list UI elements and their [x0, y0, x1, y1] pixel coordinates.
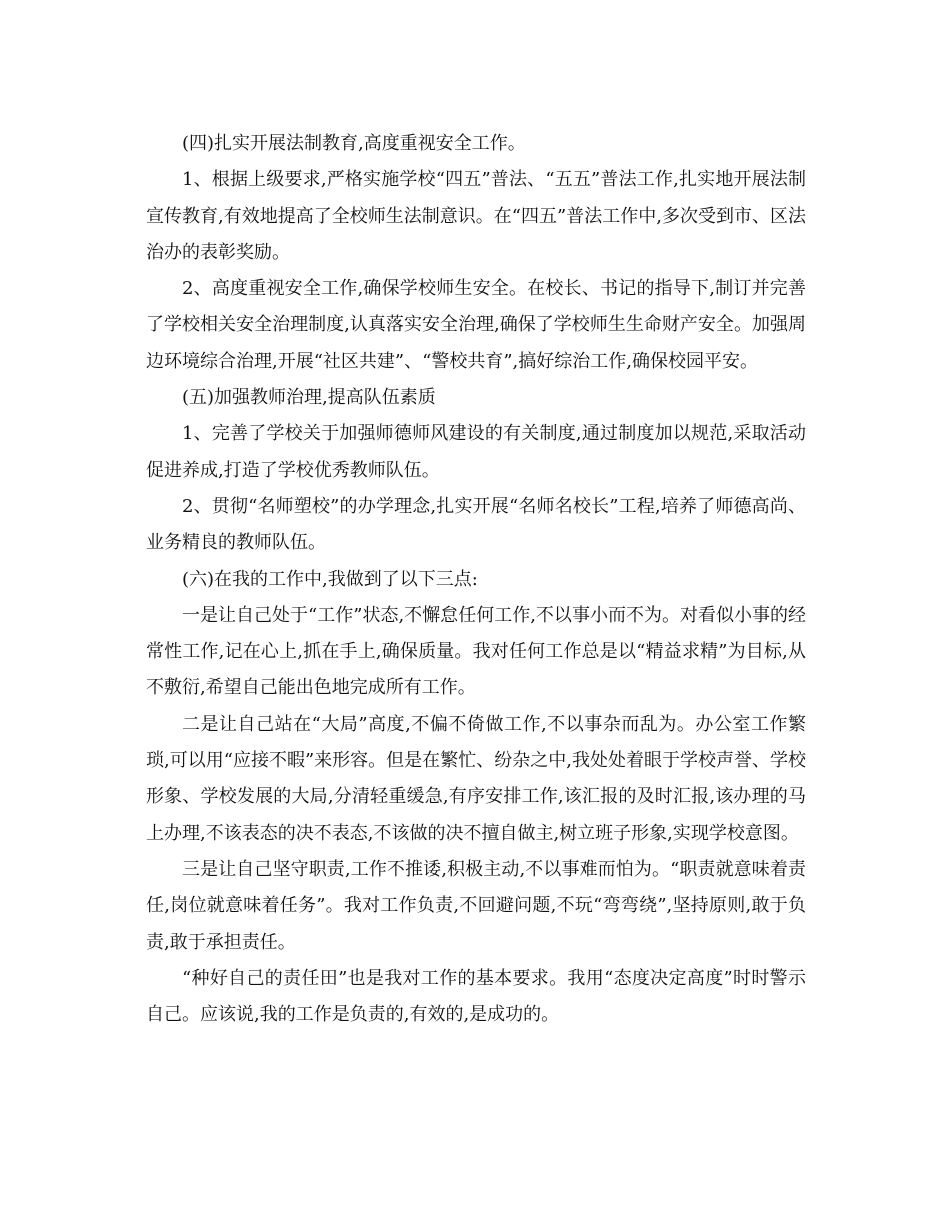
section-heading-6: (六)在我的工作中,我做到了以下三点:	[182, 568, 478, 590]
paragraph-safety-work: 2、高度重视安全工作,确保学校师生安全。在校长、书记的指导下,制订并完善了学校相关安全治理制度,认真落实安全治理,确保了学校师生生命财产安全。加强周边环境综合治理,开展“社区共建”、“警校共育”,搞好综治工作,确保校园平安。	[146, 278, 806, 372]
section-heading-5: (五)加强教师治理,提高队伍素质	[182, 387, 436, 409]
document-body	[146, 126, 806, 1033]
paragraph-point-two: 二是让自己站在“大局”高度,不偏不倚做工作,不以事杂而乱为。办公室工作繁琐,可以用“应接不暇”来形容。但是在繁忙、纷杂之中,我处处着眼于学校声誉、学校形象、学校发展的大局,分清轻重缓急,有序安排工作,该汇报的及时汇报,该办理的马上办理,不该表态的决不表态,不该做的决不擅自做主,树立班子形象,实现学校意图。	[146, 713, 806, 844]
section-heading-4: (四)扎实开展法制教育,高度重视安全工作。	[182, 133, 526, 154]
paragraph-conclusion: “种好自己的责任田”也是我对工作的基本要求。我用“态度决定高度”时时警示自己。应该说,我的工作是负责的,有效的,是成功的。	[146, 967, 806, 1026]
paragraph-legal-education: 1、根据上级要求,严格实施学校“四五”普法、“五五”普法工作,扎实地开展法制宣传教育,有效地提高了全校师生法制意识。在“四五”普法工作中,多次受到市、区法治办的表彰奖励。	[146, 169, 806, 263]
paragraph-point-one: 一是让自己处于“工作”状态,不懈怠任何工作,不以事小而不为。对看似小事的经常性工作,记在心上,抓在手上,确保质量。我对任何工作总是以“精益求精”为目标,从不敷衍,希望自己能出色地完成所有工作。	[146, 604, 806, 699]
paragraph-point-three: 三是让自己坚守职责,工作不推诿,积极主动,不以事难而怕为。“职责就意味着责任,岗位就意味着任务”。我对工作负责,不回避问题,不玩“弯弯绕”,坚持原则,敢于负责,敢于承担责任。	[146, 858, 806, 953]
paragraph-famous-teachers: 2、贯彻“名师塑校”的办学理念,扎实开展“名师名校长”工程,培养了师德高尚、业务精良的教师队伍。	[146, 495, 806, 554]
paragraph-teacher-ethics: 1、完善了学校关于加强师德师风建设的有关制度,通过制度加以规范,采取活动促进养成,打造了学校优秀教师队伍。	[146, 423, 806, 481]
